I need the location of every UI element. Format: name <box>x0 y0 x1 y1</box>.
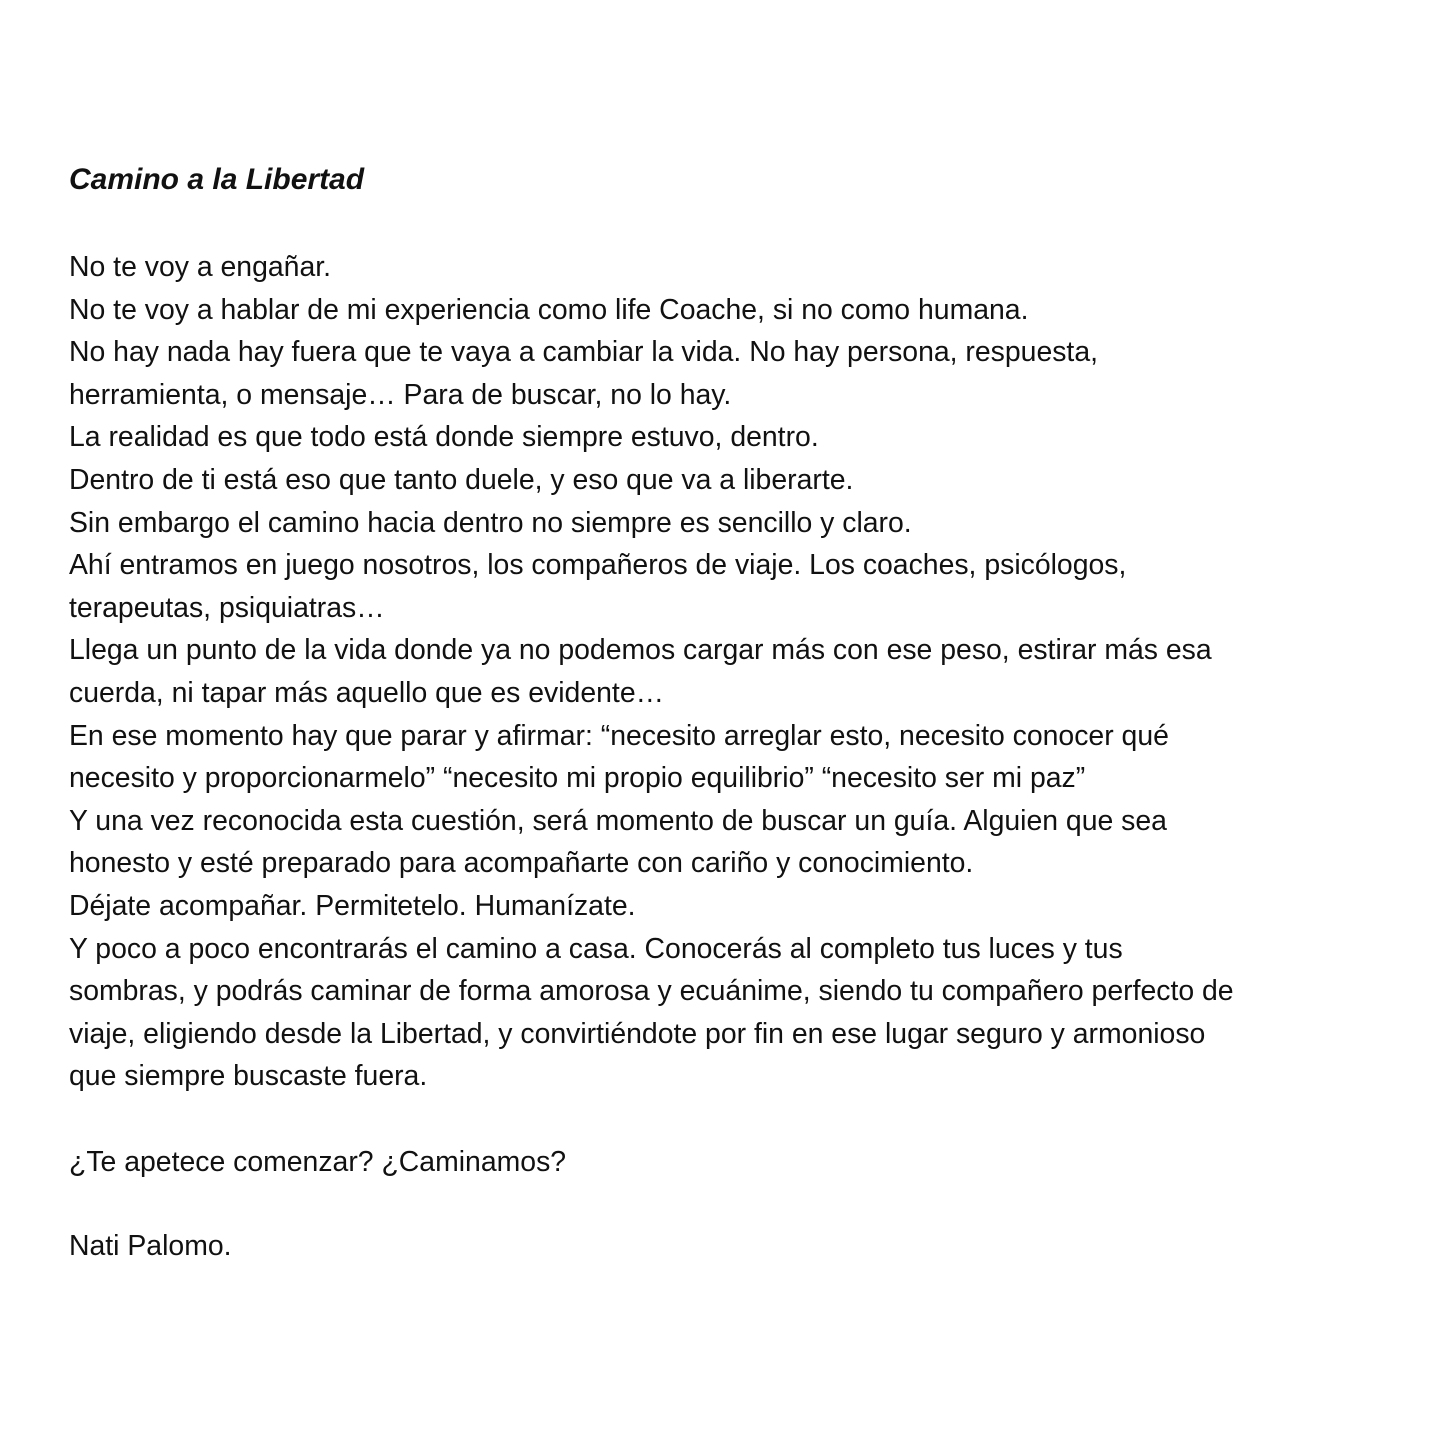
paragraph-line: Sin embargo el camino hacia dentro no siempre es sencillo y claro. <box>69 506 912 539</box>
paragraph-line: honesto y esté preparado para acompañarte con cariño y conocimiento. <box>69 847 974 880</box>
paragraph-line: terapeutas, psiquiatras… <box>69 591 385 624</box>
paragraph-line: Déjate acompañar. Permitetelo. Humanízate. <box>69 889 636 922</box>
paragraph-line: que siempre buscaste fuera. <box>69 1060 428 1093</box>
document <box>69 160 1404 1296</box>
paragraph-line: No te voy a hablar de mi experiencia como life Coache, si no como humana. <box>69 293 1029 326</box>
document-title: Camino a la Libertad <box>69 163 365 196</box>
paragraph-line: No te voy a engañar. <box>69 251 332 283</box>
paragraph-line: No hay nada hay fuera que te vaya a cambiar la vida. No hay persona, respuesta, <box>69 336 1098 369</box>
paragraph-line: sombras, y podrás caminar de forma amorosa y ecuánime, siendo tu compañero perfecto de <box>69 975 1234 1008</box>
paragraph-line: cuerda, ni tapar más aquello que es evidente… <box>69 676 664 709</box>
paragraph-line: herramienta, o mensaje… Para de buscar, no lo hay. <box>69 378 732 411</box>
closing-question: ¿Te apetece comenzar? ¿Caminamos? <box>69 1145 567 1178</box>
paragraph-line: En ese momento hay que parar y afirmar: “necesito arreglar esto, necesito conocer qué <box>69 719 1169 752</box>
document-body <box>69 246 1404 1098</box>
paragraph-line: Llega un punto de la vida donde ya no podemos cargar más con ese peso, estirar más esa <box>69 634 1212 667</box>
paragraph-line: necesito y proporcionarmelo” “necesito mi propio equilibrio” “necesito ser mi paz” <box>69 762 1086 795</box>
author-signature: Nati Palomo. <box>69 1230 232 1263</box>
paragraph-line: Ahí entramos en juego nosotros, los compañeros de viaje. Los coaches, psicólogos, <box>69 549 1127 582</box>
paragraph-line: Y poco a poco encontrarás el camino a casa. Conocerás al completo tus luces y tus <box>69 932 1123 965</box>
paragraph-line: Y una vez reconocida esta cuestión, será momento de buscar un guía. Alguien que sea <box>69 804 1167 837</box>
paragraph-line: viaje, eligiendo desde la Libertad, y convirtiéndote por fin en ese lugar seguro y armonioso <box>69 1017 1206 1050</box>
paragraph-line: La realidad es que todo está donde siempre estuvo, dentro. <box>69 421 819 454</box>
paragraph-line: Dentro de ti está eso que tanto duele, y eso que va a liberarte. <box>69 463 854 496</box>
